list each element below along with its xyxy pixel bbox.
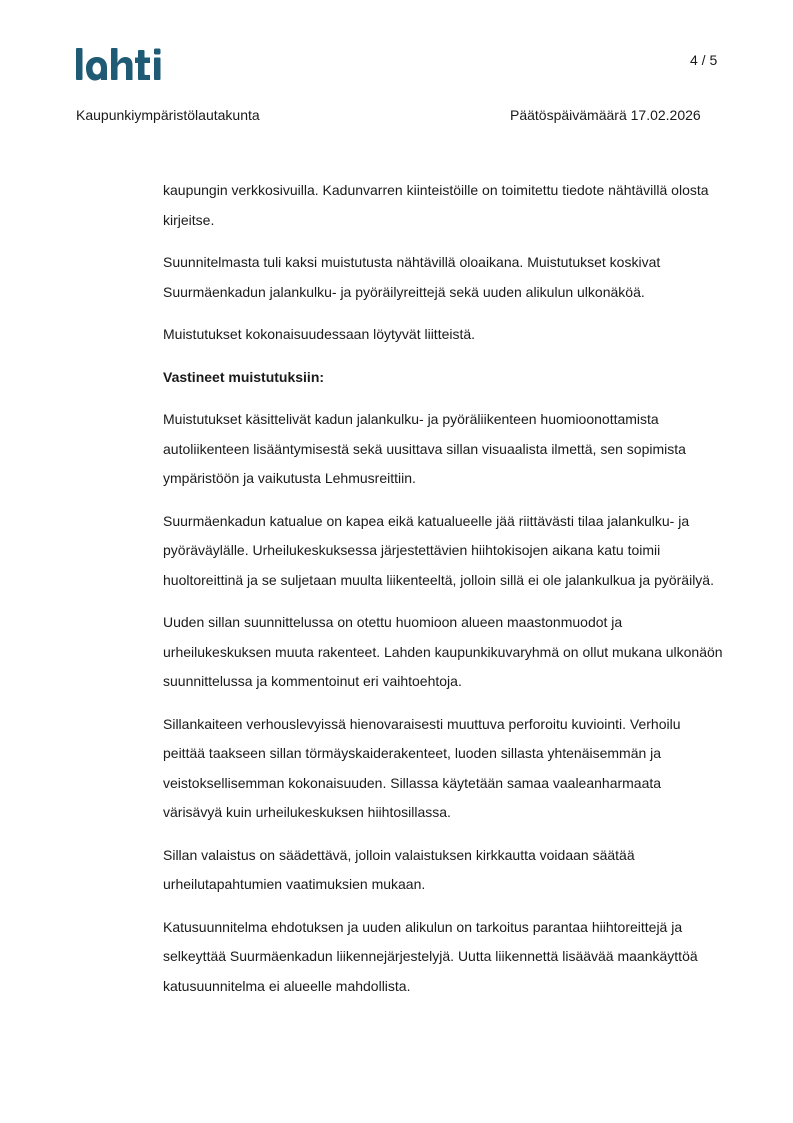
organization-name: Kaupunkiympäristölautakunta (76, 107, 260, 123)
lahti-logo (76, 46, 168, 82)
section-heading: Vastineet muistutuksiin: (163, 368, 325, 385)
paragraph: kaupungin verkkosivuilla. Kadunvarren kiinteistöille on toimitettu tiedote nähtävillä olosta kirjeitse. (163, 182, 709, 228)
paragraph: Uuden sillan suunnittelussa on otettu huomioon alueen maastonmuodot ja urheilukeskuksen muuta rakenteet. Lahden kaupunkikuvaryhmä on ollut mukana ulkonäön suunnittelussa ja kommentoinut eri vaihtoehtoja. (163, 614, 723, 689)
paragraph: Sillankaiteen verhouslevyissä hienovaraisesti muuttuva perforoitu kuviointi. Verhoilu peittää taakseen sillan törmäyskaiderakenteet, luoden sillasta yhtenäisemmän ja veistoksellisemman kokonaisuuden. Sillassa käytetään samaa vaaleanharmaata värisävyä kuin urheilukeskuksen hiihtosillassa. (163, 715, 681, 820)
paragraph: Sillan valaistus on säädettävä, jolloin valaistuksen kirkkautta voidaan säätää urheilutapahtumien vaatimuksien mukaan. (163, 846, 635, 892)
paragraph: Suurmäenkadun katualue on kapea eikä katualueelle jää riittävästi tilaa jalankulku- ja pyöräväylälle. Urheilukeskuksessa järjestettävien hiihtokisojen aikana katu toimii huoltoreittinä ja se suljetaan muulta liikenteeltä, jolloin sillä ei ole jalankulkua ja pyöräilyä. (163, 512, 714, 588)
page-number: 4 / 5 (690, 52, 718, 68)
decision-date: Päätöspäivämäärä 17.02.2026 (510, 107, 701, 123)
paragraph: Katusuunnitelma ehdotuksen ja uuden alikulun on tarkoitus parantaa hiihtoreittejä ja selkeyttää Suurmäenkadun liikennejärjestelyjä. Uutta liikennettä lisäävää maankäyttöä katusuunnitelma ei alueelle mahdollista. (163, 918, 698, 994)
document-body (163, 176, 723, 1014)
paragraph: Muistutukset käsittelivät kadun jalankulku- ja pyöräliikenteen huomioonottamista autoliikenteen lisääntymisestä sekä uusittava sillan visuaalista ilmettä, sen sopimista ympäristöön ja vaikutusta Lehmusreittiin. (163, 411, 686, 486)
paragraph: Muistutukset kokonaisuudessaan löytyvät liitteistä. (163, 326, 476, 342)
lahti-logo-mark (76, 46, 168, 82)
paragraph: Suunnitelmasta tuli kaksi muistutusta nähtävillä oloaikana. Muistutukset koskivat Suurmäenkadun jalankulku- ja pyöräilyreittejä sekä uuden alikulun ulkonäköä. (163, 254, 661, 300)
